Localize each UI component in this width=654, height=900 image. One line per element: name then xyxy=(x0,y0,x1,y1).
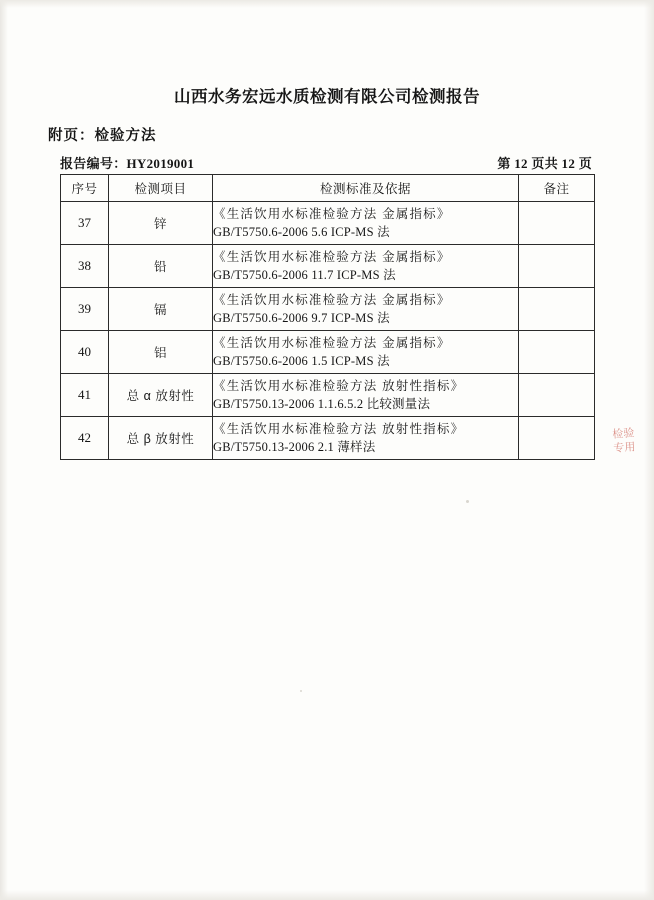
table-row xyxy=(61,245,595,288)
column-header-standard: 检测标准及依据 xyxy=(213,175,519,202)
cell-standard xyxy=(213,202,519,245)
standard-title: 《生活饮用水标准检验方法 金属指标》 xyxy=(213,292,451,307)
cell-item: 锌 xyxy=(109,202,213,245)
cell-remark xyxy=(519,374,595,417)
standard-title: 《生活饮用水标准检验方法 放射性指标》 xyxy=(213,421,465,436)
cell-item: 镉 xyxy=(109,288,213,331)
page-title: 山西水务宏远水质检测有限公司检测报告 xyxy=(174,88,480,106)
cell-remark xyxy=(519,202,595,245)
cell-item: 铝 xyxy=(109,331,213,374)
standard-title: 《生活饮用水标准检验方法 放射性指标》 xyxy=(213,378,465,393)
column-header-no: 序号 xyxy=(61,175,109,202)
cell-no: 40 xyxy=(61,331,109,374)
cell-remark xyxy=(519,245,595,288)
table-header-row xyxy=(61,175,595,202)
cell-no: 42 xyxy=(61,417,109,460)
cell-standard xyxy=(213,331,519,374)
standard-code: GB/T5750.6-2006 5.6 ICP-MS 法 xyxy=(213,225,390,239)
standard-title: 《生活饮用水标准检验方法 金属指标》 xyxy=(213,335,451,350)
table-row xyxy=(61,374,595,417)
column-header-item: 检测项目 xyxy=(109,175,213,202)
table-row xyxy=(61,288,595,331)
cell-no: 39 xyxy=(61,288,109,331)
cell-item: 总 α 放射性 xyxy=(109,374,213,417)
standard-code: GB/T5750.6-2006 9.7 ICP-MS 法 xyxy=(213,311,390,325)
page-indicator: 第 12 页共 12 页 xyxy=(497,156,592,171)
red-stamp-fragment: 检验专用 xyxy=(612,427,636,455)
cell-standard xyxy=(213,417,519,460)
standard-title: 《生活饮用水标准检验方法 金属指标》 xyxy=(213,206,451,221)
cell-remark xyxy=(519,417,595,460)
standard-code: GB/T5750.13-2006 2.1 薄样法 xyxy=(213,440,376,454)
standard-code: GB/T5750.6-2006 1.5 ICP-MS 法 xyxy=(213,354,390,368)
page-edge-shadow-right xyxy=(644,0,654,900)
cell-standard xyxy=(213,288,519,331)
report-number: 报告编号：HY2019001 xyxy=(60,156,195,171)
cell-standard xyxy=(213,245,519,288)
cell-no: 41 xyxy=(61,374,109,417)
standard-code: GB/T5750.13-2006 1.1.6.5.2 比较测量法 xyxy=(213,397,431,411)
cell-item: 铅 xyxy=(109,245,213,288)
cell-item: 总 β 放射性 xyxy=(109,417,213,460)
page-edge-shadow-left xyxy=(0,0,8,900)
test-method-table xyxy=(60,174,595,460)
cell-remark xyxy=(519,331,595,374)
page-edge-shadow-bottom xyxy=(0,890,654,900)
cell-no: 37 xyxy=(61,202,109,245)
scan-speck xyxy=(466,500,469,503)
standard-title: 《生活饮用水标准检验方法 金属指标》 xyxy=(213,249,451,264)
scan-speck xyxy=(300,690,302,692)
cell-standard xyxy=(213,374,519,417)
table-row xyxy=(61,331,595,374)
attachment-heading: 附页：检验方法 xyxy=(48,128,157,144)
column-header-remark: 备注 xyxy=(519,175,595,202)
page-edge-shadow-top xyxy=(0,0,654,8)
cell-remark xyxy=(519,288,595,331)
table-row xyxy=(61,202,595,245)
table-row xyxy=(61,417,595,460)
standard-code: GB/T5750.6-2006 11.7 ICP-MS 法 xyxy=(213,268,396,282)
cell-no: 38 xyxy=(61,245,109,288)
